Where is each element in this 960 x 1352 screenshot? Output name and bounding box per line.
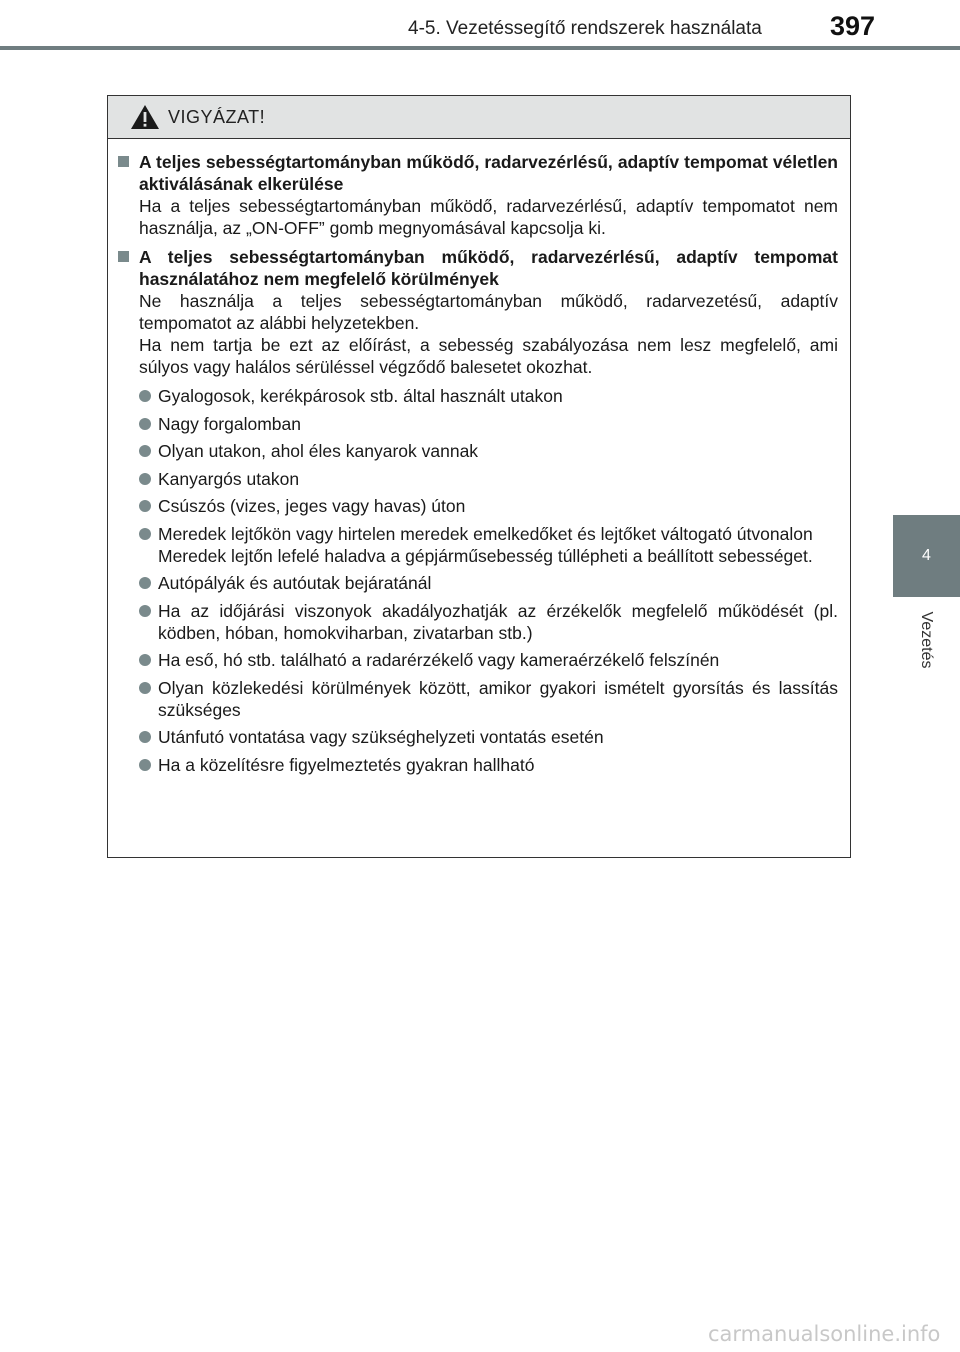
chapter-tab [893,515,960,597]
round-bullet-icon [139,577,151,589]
round-bullet-icon [139,390,151,402]
list-item: Utánfutó vontatása vagy szükséghelyzeti vontatás esetén [139,726,838,748]
list-item: Nagy forgalomban [139,413,838,435]
list-item: Ha eső, hó stb. található a radarérzékelő vagy kameraérzékelő felszínén [139,649,838,671]
round-bullet-icon [139,500,151,512]
warning-triangle-icon [130,104,160,130]
warning-body [108,139,850,776]
list-item: Ha a közelítésre figyelmeztetés gyakran hallható [139,754,838,776]
round-bullet-icon [139,654,151,666]
square-bullet-icon [118,156,129,167]
chapter-number: 4 [922,547,931,564]
round-bullet-icon [139,473,151,485]
warning-box [107,95,851,858]
round-bullet-icon [139,528,151,540]
list-item: Olyan közlekedési körülmények között, amikor gyakori ismételt gyorsítás és lassítás szükséges [139,677,838,721]
running-header-title: 4-5. Vezetéssegítő rendszerek használata [408,18,762,39]
round-bullet-icon [139,759,151,771]
round-bullet-icon [139,605,151,617]
list-item: Kanyargós utakon [139,468,838,490]
header-rule [0,46,960,50]
warning-section-2 [118,246,838,776]
list-item [139,523,838,567]
round-bullet-icon [139,418,151,430]
warning-section-1 [118,151,838,239]
square-bullet-icon [118,251,129,262]
list-item: Ha az időjárási viszonyok akadályozhatják az érzékelők megfelelő működését (pl. ködben, hóban, homokviharban, zivatarban stb.) [139,600,838,644]
section-title: A teljes sebességtartományban működő, radarvezérlésű, adaptív tempomat használatához nem megfelelő körülmények [118,246,838,290]
watermark: carmanualsonline.info [708,1322,941,1346]
round-bullet-icon [139,731,151,743]
section-title: A teljes sebességtartományban működő, radarvezérlésű, adaptív tempomat véletlen aktiválásának elkerülése [118,151,838,195]
condition-list [118,385,838,776]
chapter-label: Vezetés [918,611,935,669]
section-paragraph: Ne használja a teljes sebességtartományban működő, radarvezetésű, adaptív tempomatot az alábbi helyzetekben. [139,291,838,333]
warning-header [108,96,850,139]
section-paragraph: Ha a teljes sebességtartományban működő, radarvezérlésű, adaptív tempomatot nem használja, az „ON-OFF” gomb megnyomásával kapcsolja ki. [139,196,838,238]
list-item-note: Meredek lejtőn lefelé haladva a gépjárműsebesség túllépheti a beállított sebességet. [158,545,813,566]
list-item: Olyan utakon, ahol éles kanyarok vannak [139,440,838,462]
list-item: Csúszós (vizes, jeges vagy havas) úton [139,495,838,517]
page-number: 397 [830,11,876,41]
list-item: Gyalogosok, kerékpárosok stb. által használt utakon [139,385,838,407]
section-paragraph: Ha nem tartja be ezt az előírást, a sebesség szabályozása nem lesz megfelelő, ami súlyos vagy halálos sérüléssel végződő balesetet okozhat. [139,335,838,377]
round-bullet-icon [139,682,151,694]
warning-heading: VIGYÁZAT! [168,106,266,127]
round-bullet-icon [139,445,151,457]
list-item: Autópályák és autóutak bejáratánál [139,572,838,594]
list-item-text: Meredek lejtőkön vagy hirtelen meredek emelkedőket és lejtőket váltogató útvonalon [158,523,813,544]
